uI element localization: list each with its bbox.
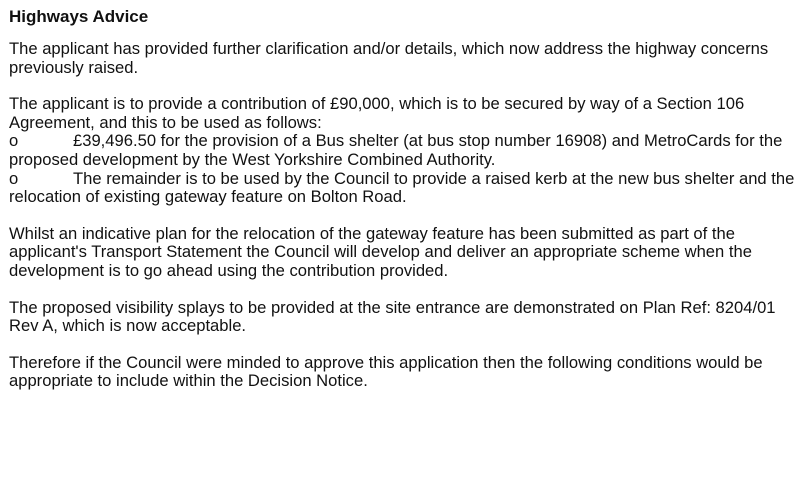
- bullet-marker: o: [9, 168, 19, 188]
- document: [9, 7, 807, 409]
- section-heading: Highways Advice: [9, 7, 149, 26]
- paragraph-clarification: The applicant has provided further clarification and/or details, which now address the highway concerns previously raised.: [9, 39, 769, 77]
- paragraph-visibility-splays: The proposed visibility splays to be provided at the site entrance are demonstrated on Plan Ref: 8204/01 Rev A, which is now acceptable.: [9, 297, 776, 336]
- paragraph-contribution: The applicant is to provide a contribution of £90,000, which is to be secured by way of a Section 106 Agreement, and this to be used as follows:: [9, 94, 745, 132]
- bullet-item-bus-shelter: [9, 132, 807, 169]
- bullet-text: £39,496.50 for the provision of a Bus shelter (at bus stop number 16908) and MetroCards for the proposed development by the West Yorkshire Combined Authority.: [9, 131, 783, 169]
- paragraph-gateway-feature: Whilst an indicative plan for the relocation of the gateway feature has been submitted as part of the applicant's Transport Statement the Council will develop and deliver an appropriate scheme when the development is to go ahead using the contribution provided.: [9, 223, 752, 280]
- bullet-marker: o: [9, 131, 19, 151]
- bullet-text: The remainder is to be used by the Council to provide a raised kerb at the new bus shelter and the relocation of existing gateway feature on Bolton Road.: [9, 168, 795, 207]
- paragraph-conditions: Therefore if the Council were minded to approve this application then the following conditions would be appropriate to include within the Decision Notice.: [9, 352, 763, 391]
- bullet-item-remainder: [9, 170, 807, 207]
